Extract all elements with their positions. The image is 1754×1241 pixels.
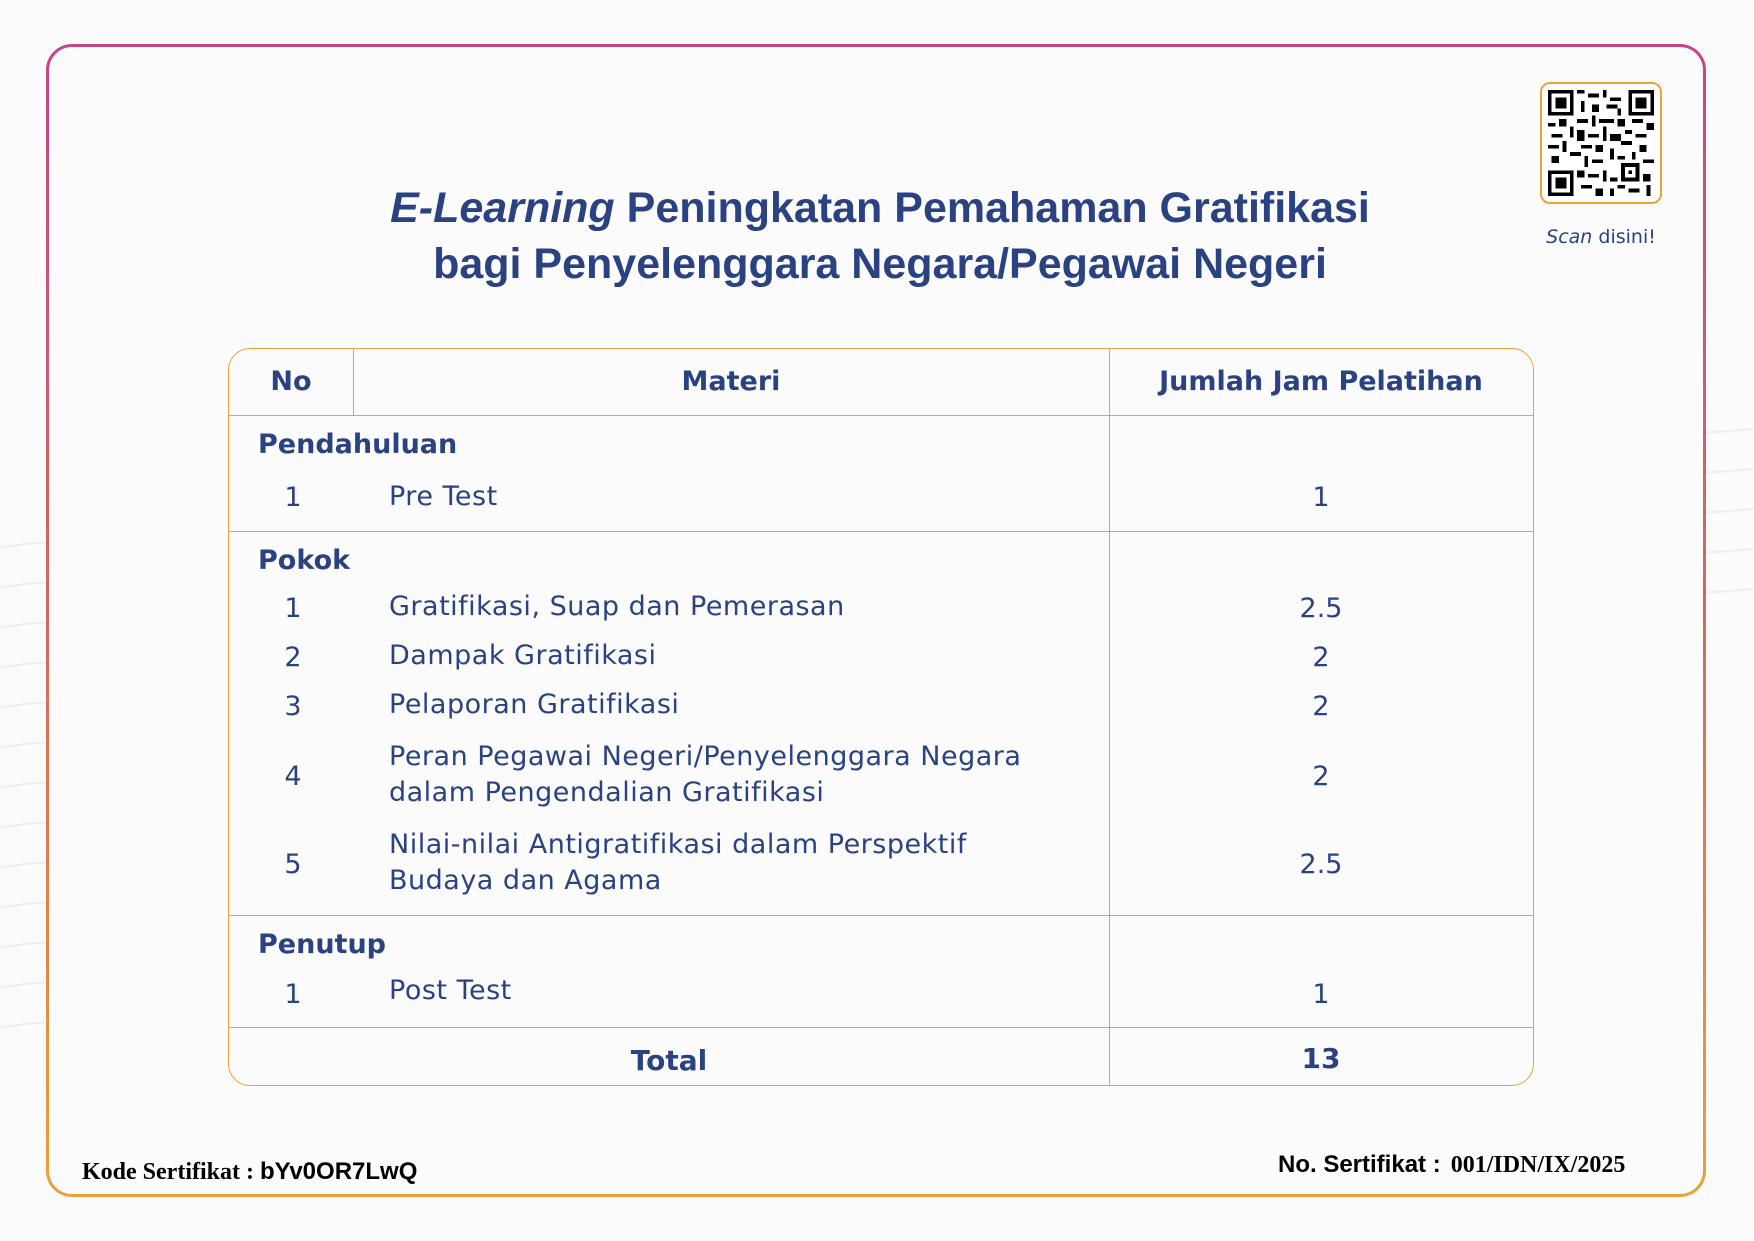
- header-no: No: [270, 366, 312, 397]
- row-number: 3: [284, 691, 302, 722]
- section-penutup: Penutup: [258, 929, 386, 960]
- row-materi-line: Peran Pegawai Negeri/Penyelenggara Negara: [389, 741, 1022, 772]
- row-jam: 1: [1312, 482, 1330, 513]
- row-number: 1: [284, 482, 302, 513]
- header-materi: Materi: [681, 366, 781, 397]
- row-materi: [389, 739, 1039, 811]
- row-materi: Dampak Gratifikasi: [389, 640, 657, 671]
- row-materi-line: Budaya dan Agama: [389, 865, 662, 896]
- row-jam: 1: [1312, 979, 1330, 1010]
- row-materi: Pre Test: [389, 481, 498, 512]
- row-materi: Post Test: [389, 975, 512, 1006]
- row-jam: 2.5: [1299, 593, 1343, 624]
- qr-caption: Scan disini!: [1546, 226, 1656, 248]
- row-number: 4: [284, 761, 302, 792]
- row-jam: 2: [1312, 642, 1330, 673]
- total-value: 13: [1301, 1042, 1341, 1075]
- page-title: E-Learning Peningkatan Pemahaman Gratifikasi bagi Penyelenggara Negara/Pegawai Negeri: [390, 184, 1370, 288]
- certificate-code: Kode Sertifikat : bYv0OR7LwQ: [82, 1158, 418, 1185]
- qr-code-icon: [1548, 90, 1654, 196]
- row-jam: 2.5: [1299, 849, 1343, 880]
- section-pendahuluan: Pendahuluan: [258, 429, 458, 460]
- section-pokok: Pokok: [258, 545, 351, 576]
- header-jam: Jumlah Jam Pelatihan: [1159, 366, 1483, 397]
- row-materi: Pelaporan Gratifikasi: [389, 689, 680, 720]
- row-number: 1: [284, 593, 302, 624]
- row-number: 2: [284, 642, 302, 673]
- row-materi-line: Nilai-nilai Antigratifikasi dalam Perspektif: [389, 829, 967, 860]
- total-label: Total: [630, 1044, 708, 1077]
- row-materi: Gratifikasi, Suap dan Pemerasan: [389, 591, 845, 622]
- certificate-number: No. Sertifikat : 001/IDN/IX/2025: [1278, 1151, 1626, 1178]
- row-number: 5: [284, 849, 302, 880]
- row-jam: 2: [1312, 761, 1330, 792]
- row-materi: [389, 827, 1039, 899]
- curriculum-table: [228, 348, 1534, 1086]
- row-jam: 2: [1312, 691, 1330, 722]
- row-materi-line: dalam Pengendalian Gratifikasi: [389, 777, 825, 808]
- row-number: 1: [284, 979, 302, 1010]
